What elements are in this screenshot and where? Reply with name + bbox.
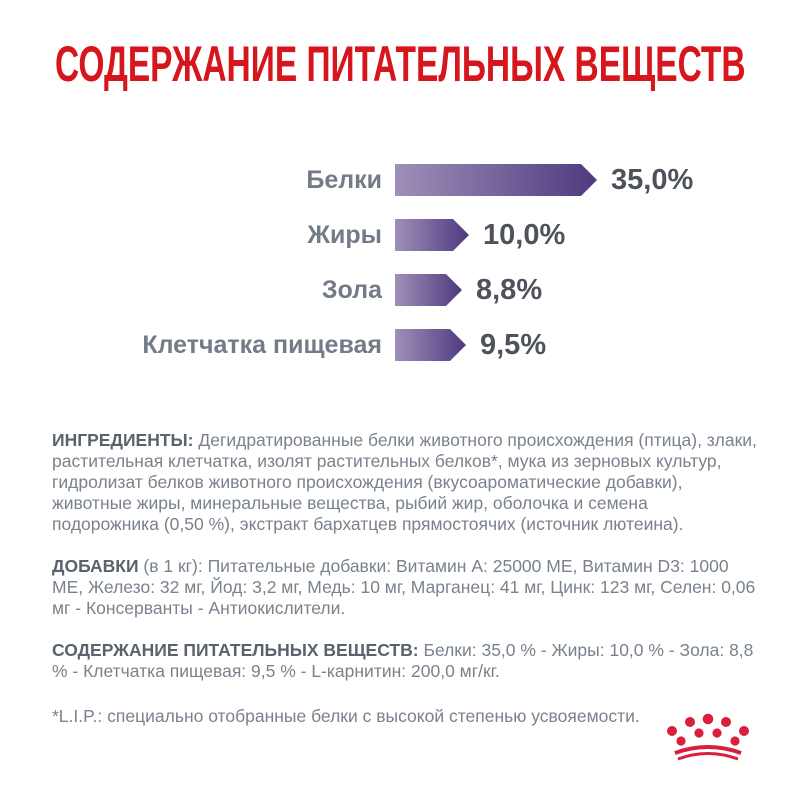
content-label: СОДЕРЖАНИЕ ПИТАТЕЛЬНЫХ ВЕЩЕСТВ:: [52, 640, 419, 660]
additives-text: Питательные добавки: Витамин A: 25000 МЕ, Витамин D3: 1000 МЕ, Железо: 32 мг, Йод: 3,2 мг, Медь: 10 мг, Марганец: 41 мг, Цинк: 123 мг, Селен: 0,06 мг - Консерванты - Антиокислители.: [52, 556, 756, 618]
bar-value: 8,8%: [476, 273, 543, 306]
bar-label: Зола: [321, 275, 382, 304]
content-text: Белки: 35,0 % - Жиры: 10,0 % - Зола: 8,8 % - Клетчатка пищевая: 9,5 % - L-карнитин: 200,0 мг/кг.: [52, 640, 754, 681]
lip-footnote-text: *L.I.P.: специально отобранные белки с высокой степенью усвояемости.: [52, 706, 640, 726]
crown-dots: [667, 714, 749, 746]
nutrient-bar-chart: [40, 164, 693, 384]
page-title: СОДЕРЖАНИЕ ПИТАТЕЛЬНЫХ ВЕЩЕСТВ: [55, 36, 746, 92]
bar-label: Клетчатка пищевая: [142, 330, 382, 359]
bar: [395, 274, 462, 306]
bar: [395, 219, 469, 251]
bar-value: 35,0%: [611, 163, 694, 196]
chart-row: [40, 329, 693, 361]
crown-arcs: [675, 747, 741, 759]
ingredients-paragraph: [52, 430, 758, 535]
lip-footnote: [52, 706, 758, 727]
bar: [395, 164, 597, 196]
ingredients-text: Дегидратированные белки животного происхождения (птица), злаки, растительная клетчатка, изолят растительных белков*, мука из зерновых культур, гидролизат белков животного происхождения (вкусоароматические добавки), животные жиры, минеральные вещества, рыбий жир, оболочка и семена подорожника (0,50 %), экстракт бархатцев прямостоячих (источник лютеина).: [52, 430, 757, 534]
chart-row: [40, 164, 693, 196]
bar-value: 10,0%: [483, 218, 566, 251]
additives-label: ДОБАВКИ: [52, 556, 139, 576]
chart-row: [40, 274, 693, 306]
bar-label: Жиры: [307, 220, 382, 249]
bar: [395, 329, 466, 361]
royal-canin-crown-logo: [664, 712, 752, 762]
info-sections: [52, 430, 758, 748]
chart-row: [40, 219, 693, 251]
additives-note: (в 1 кг):: [143, 556, 203, 576]
bar-label: Белки: [306, 165, 382, 194]
additives-paragraph: [52, 556, 758, 619]
ingredients-label: ИНГРЕДИЕНТЫ:: [52, 430, 194, 450]
bar-value: 9,5%: [480, 328, 547, 361]
content-paragraph: [52, 640, 758, 682]
